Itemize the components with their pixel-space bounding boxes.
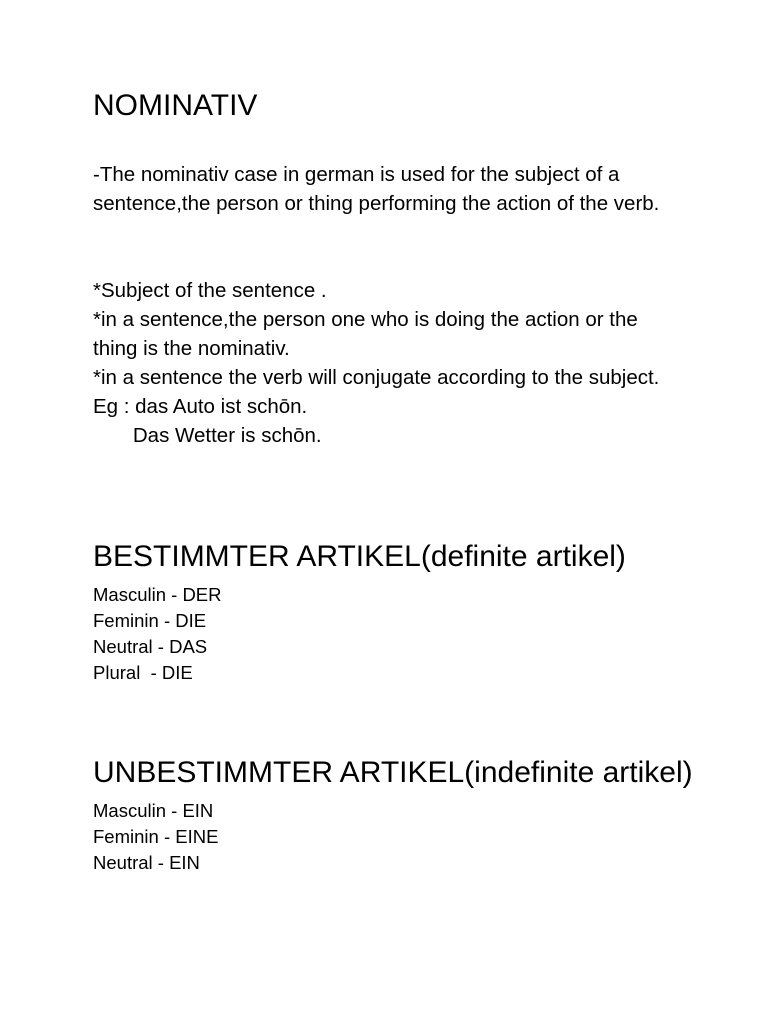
list-item: Feminin - DIE [93,610,207,631]
indefinite-article-heading: UNBESTIMMTER ARTIKEL(indefinite artikel) [93,756,693,789]
list-item: Feminin - EINE [93,826,219,847]
list-item: Plural - DIE [93,662,193,683]
list-item: Neutral - EIN [93,852,200,873]
point-doer: *in a sentence,the person one who is doing the action or the thing is the nominativ. [93,308,644,360]
nominativ-section [93,88,693,124]
example-line-2: Das Wetter is schōn. [93,424,322,447]
list-item: Neutral - DAS [93,636,208,657]
definite-article-heading: BESTIMMTER ARTIKEL(definite artikel) [93,540,626,573]
nominativ-definition: -The nominativ case in german is used for the subject of a sentence,the person or thing performing the action of the verb. [93,163,660,215]
indefinite-article-section [93,751,693,876]
definite-article-list [93,582,653,686]
point-verb-conjugation: *in a sentence the verb will conjugate according to the subject. [93,366,660,389]
list-item: Masculin - DER [93,584,222,605]
example-line-1: Eg : das Auto ist schōn. [93,395,308,418]
definite-article-section [93,535,653,686]
page-title: NOMINATIV [93,89,258,122]
point-subject: *Subject of the sentence . [93,279,327,302]
definition-block [93,160,683,218]
points-block [93,276,683,450]
indefinite-article-list [93,798,693,876]
list-item: Masculin - EIN [93,800,214,821]
